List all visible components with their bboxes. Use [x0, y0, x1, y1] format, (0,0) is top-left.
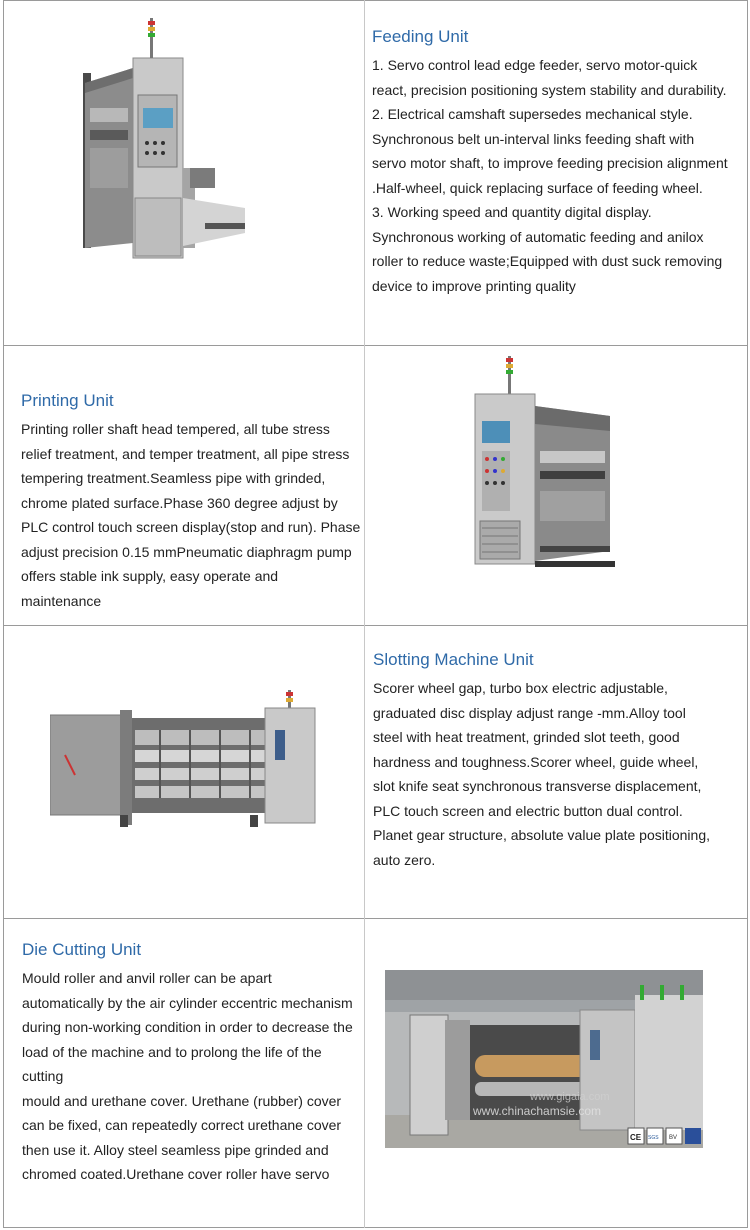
row-divider	[3, 918, 748, 919]
die-cutting-unit-cell	[22, 940, 364, 1187]
column-divider	[364, 0, 365, 1228]
slotting-unit-photo	[50, 690, 318, 830]
section-title-slotting: Slotting Machine Unit	[373, 650, 534, 669]
ce-badge: CE	[630, 1133, 642, 1142]
watermark-text-1: www.gigaia.com	[530, 1091, 610, 1103]
section-title-die-cutting: Die Cutting Unit	[22, 940, 142, 959]
feeding-unit-photo	[55, 18, 255, 266]
section-text-slotting: Scorer wheel gap, turbo box electric adjustable, graduated disc display adjust range -mm.Alloy tool steel with heat treatment, grinded slot teeth, good hardness and toughness.Scorer wheel, guide wheel, slot knife seat synchronous transverse displacement, PLC touch screen and electric button dual control. Planet gear structure, absolute value plate positioning, auto zero.	[373, 680, 710, 868]
watermark-text-2: www.chinachamsie.com	[473, 1104, 602, 1118]
section-title-printing: Printing Unit	[21, 391, 114, 410]
section-text-printing: Printing roller shaft head tempered, all tube stress relief treatment, and temper treatment, all pipe stress tempering treatment.Seamless pipe with grinded, chrome plated surface.Phase 360 degree adjust by PLC control touch screen display(stop and run). Phase adjust precision 0.15 mmPneumatic diaphragm pump offers stable ink supply, easy operate and maintenance	[21, 421, 361, 609]
row-divider	[3, 345, 748, 346]
section-text-die-cutting: Mould roller and anvil roller can be apart automatically by the air cylinder eccentric mechanism during non-working condition in order to decrease the load of the machine and to prolong the life of the cutting mould and urethane cover. Urethane (rubber) cover can be fixed, can repeatedly correct urethane cover then use it. Alloy steel seamless pipe grinded and chromed coated.Urethane cover roller have servo	[22, 970, 353, 1182]
sgs-badge: SGS	[648, 1135, 659, 1141]
printing-unit-cell	[21, 391, 361, 613]
table-border-top	[3, 0, 748, 1]
section-text-feeding: 1. Servo control lead edge feeder, servo motor-quick react, precision positioning system stability and durability. 2. Electrical camshaft supersedes mechanical style. Synchronous belt un-interval links feeding shaft with servo motor shaft, to improve feeding precision alignment .Half-wheel, quick replacing surface of feeding wheel. 3. Working speed and quantity digital display. Synchronous working of automatic feeding and anilox roller to reduce waste;Equipped with dust suck removing device to improve printing quality	[372, 57, 728, 294]
table-border-bottom	[3, 1227, 748, 1228]
section-title-feeding: Feeding Unit	[372, 27, 469, 46]
printing-unit-photo	[470, 356, 620, 576]
slotting-unit-cell	[373, 650, 745, 872]
row-divider	[3, 625, 748, 626]
bv-badge: BV	[669, 1135, 678, 1141]
feeding-unit-cell	[372, 27, 744, 298]
die-cutting-unit-photo	[385, 970, 703, 1148]
